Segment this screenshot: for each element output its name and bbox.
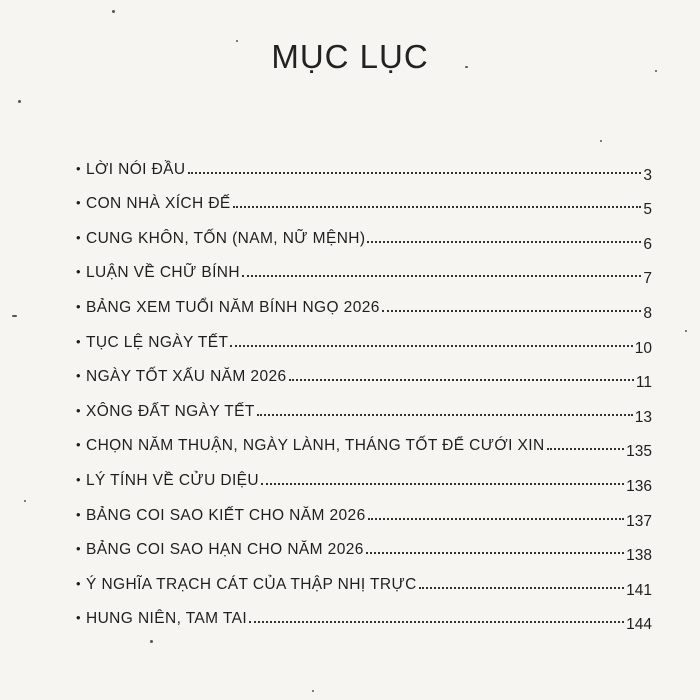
toc-page-number: 3 bbox=[643, 166, 652, 184]
toc-entry bbox=[76, 213, 652, 253]
toc-entry-title: LỜI NÓI ĐẦU bbox=[86, 160, 186, 178]
bullet: • bbox=[76, 195, 81, 211]
dot-leader bbox=[249, 621, 624, 623]
paper-speck bbox=[685, 330, 687, 332]
toc-page-number: 138 bbox=[626, 547, 652, 565]
toc-page-number: 11 bbox=[635, 374, 652, 392]
toc-entry-title: HUNG NIÊN, TAM TAI bbox=[86, 610, 248, 628]
toc-entry-title: TỤC LỆ NGÀY TẾT bbox=[86, 333, 229, 351]
toc-page-number: 6 bbox=[643, 235, 652, 253]
toc-entry-title: CHỌN NĂM THUẬN, NGÀY LÀNH, THÁNG TỐT ĐỂ CƯỚI XIN bbox=[86, 437, 545, 455]
toc-page-number: 144 bbox=[626, 616, 652, 634]
bullet: • bbox=[76, 333, 81, 349]
toc-entry bbox=[76, 490, 652, 530]
dot-leader bbox=[257, 414, 633, 416]
toc-page-number: 137 bbox=[626, 512, 652, 530]
toc-entry bbox=[76, 455, 652, 495]
toc-entry-title: BẢNG XEM TUỔI NĂM BÍNH NGỌ 2026 bbox=[86, 298, 380, 316]
table-of-contents bbox=[76, 144, 652, 634]
dot-leader bbox=[242, 275, 641, 277]
bullet: • bbox=[76, 575, 81, 591]
toc-entry-title: CUNG KHÔN, TỐN (NAM, NỮ MỆNH) bbox=[86, 229, 366, 247]
paper-speck bbox=[312, 690, 314, 692]
toc-entry-title: Ý NGHĨA TRẠCH CÁT CỦA THẬP NHỊ TRỰC bbox=[86, 575, 417, 593]
toc-entry-title: LUẬN VỀ CHỮ BÍNH bbox=[86, 264, 240, 282]
bullet: • bbox=[76, 610, 81, 626]
toc-entry bbox=[76, 179, 652, 219]
dot-leader bbox=[230, 345, 632, 347]
bullet: • bbox=[76, 506, 81, 522]
dot-leader bbox=[188, 172, 642, 174]
toc-page-number: 141 bbox=[626, 581, 652, 599]
paper-speck bbox=[18, 100, 21, 103]
dot-leader bbox=[368, 518, 625, 520]
toc-entry bbox=[76, 248, 652, 288]
paper-speck bbox=[112, 10, 115, 13]
bullet: • bbox=[76, 298, 81, 314]
toc-page-number: 136 bbox=[626, 477, 652, 495]
dot-leader bbox=[419, 587, 624, 589]
toc-entry bbox=[76, 317, 652, 357]
toc-entry bbox=[76, 559, 652, 599]
bullet: • bbox=[76, 541, 81, 557]
toc-entry-title: BẢNG COI SAO HẠN CHO NĂM 2026 bbox=[86, 541, 364, 559]
toc-entry bbox=[76, 594, 652, 634]
toc-page-number: 135 bbox=[626, 443, 652, 461]
toc-page-number: 7 bbox=[643, 270, 652, 288]
toc-entry-title: NGÀY TỐT XẤU NĂM 2026 bbox=[86, 368, 287, 386]
page-title: MỤC LỤC bbox=[271, 38, 429, 75]
toc-entry-title: XÔNG ĐẤT NGÀY TẾT bbox=[86, 402, 255, 420]
paper-speck bbox=[12, 315, 17, 317]
paper-speck bbox=[150, 640, 153, 643]
dot-leader bbox=[382, 310, 642, 312]
toc-page-number: 8 bbox=[643, 304, 652, 322]
paper-speck bbox=[600, 140, 602, 142]
dot-leader bbox=[547, 448, 625, 450]
toc-entry bbox=[76, 421, 652, 461]
paper-speck bbox=[465, 66, 468, 68]
bullet: • bbox=[76, 437, 81, 453]
bullet: • bbox=[76, 264, 81, 280]
toc-entry bbox=[76, 352, 652, 392]
toc-page-number: 5 bbox=[643, 201, 652, 219]
toc-entry bbox=[76, 386, 652, 426]
bullet: • bbox=[76, 402, 81, 418]
bullet: • bbox=[76, 160, 81, 176]
toc-page-number: 10 bbox=[634, 339, 652, 357]
toc-entry bbox=[76, 525, 652, 565]
toc-entry-title: BẢNG COI SAO KIẾT CHO NĂM 2026 bbox=[86, 506, 366, 524]
dot-leader bbox=[289, 379, 634, 381]
bullet: • bbox=[76, 229, 81, 245]
toc-page-number: 13 bbox=[634, 408, 652, 426]
dot-leader bbox=[367, 241, 641, 243]
dot-leader bbox=[366, 552, 624, 554]
toc-entry bbox=[76, 144, 652, 184]
toc-entry-title: LÝ TÍNH VỀ CỬU DIỆU bbox=[86, 471, 259, 489]
bullet: • bbox=[76, 471, 81, 487]
bullet: • bbox=[76, 368, 81, 384]
paper-speck bbox=[24, 500, 26, 502]
paper-speck bbox=[655, 70, 657, 72]
toc-entry-title: CON NHÀ XÍCH ĐẾ bbox=[86, 195, 231, 213]
paper-speck bbox=[236, 40, 238, 42]
dot-leader bbox=[261, 483, 624, 485]
dot-leader bbox=[233, 206, 642, 208]
toc-entry bbox=[76, 282, 652, 322]
